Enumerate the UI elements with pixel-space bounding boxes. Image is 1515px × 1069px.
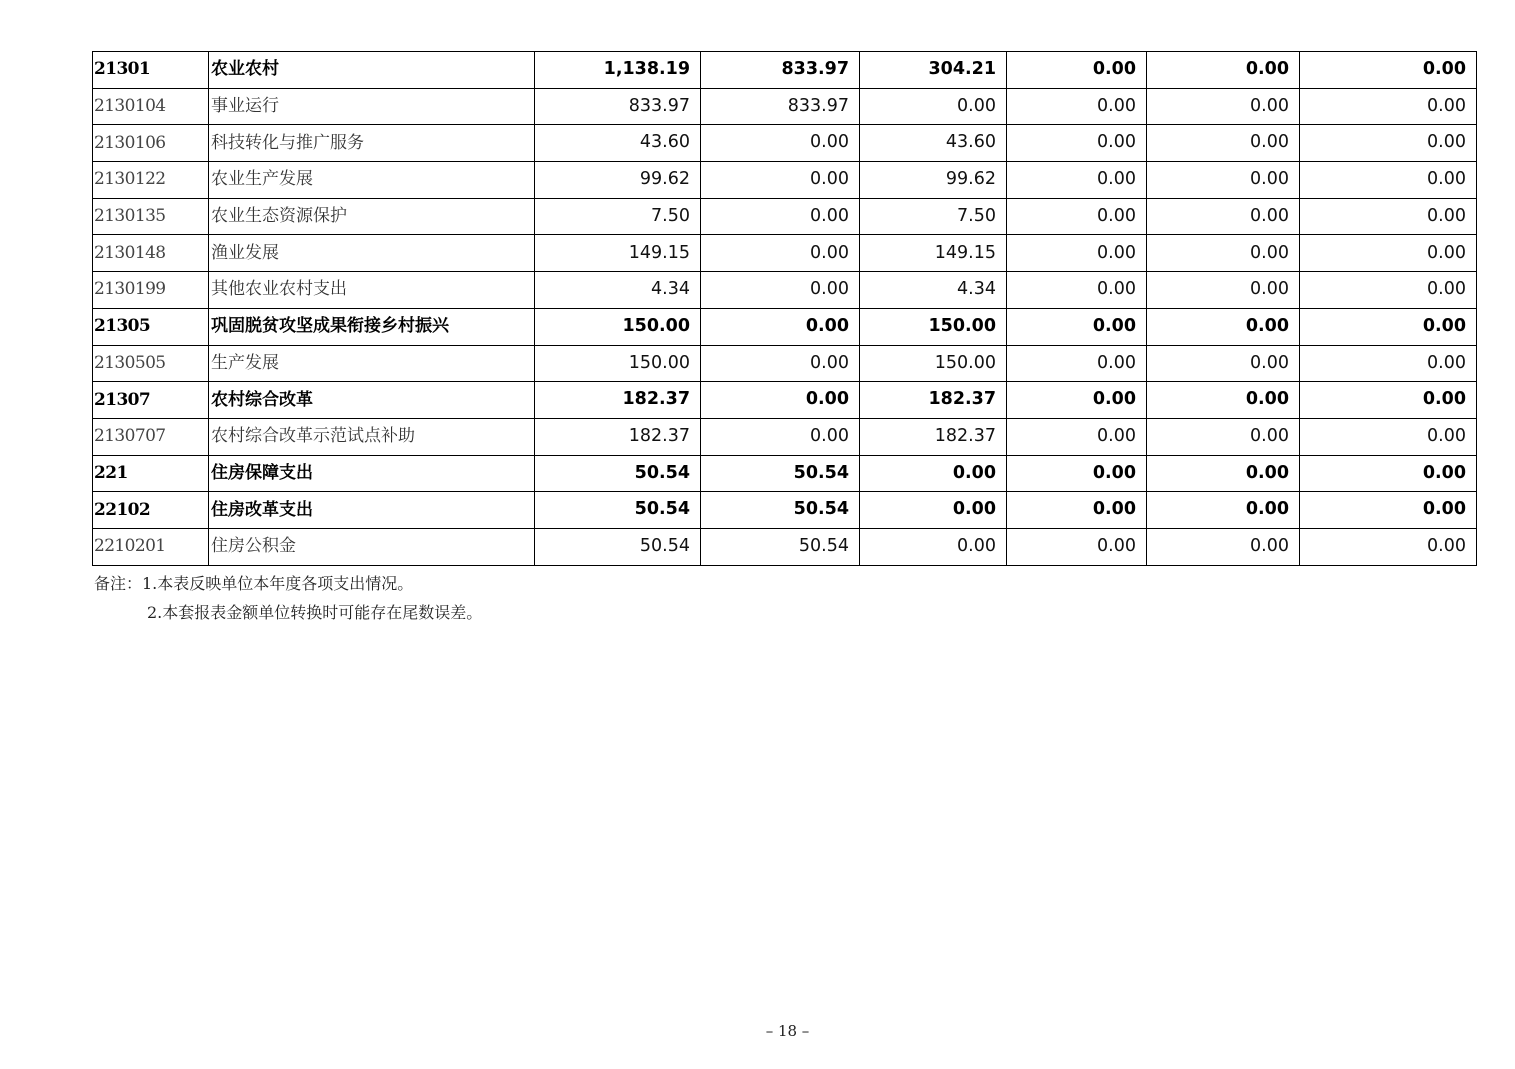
total-amount-cell: 43.60 [535,125,701,162]
account-code-cell: 2130122 [93,162,209,199]
amount-col-4-cell: 0.00 [1007,455,1147,492]
amount-col-6-cell: 0.00 [1300,455,1477,492]
amount-col-3-cell: 0.00 [860,492,1007,529]
table-row [93,162,1477,199]
account-code-cell: 21301 [93,52,209,89]
amount-col-6-cell: 0.00 [1300,272,1477,309]
amount-col-6-cell: 0.00 [1300,528,1477,565]
total-amount-cell: 50.54 [535,492,701,529]
total-amount-cell: 1,138.19 [535,52,701,89]
table-row [93,418,1477,455]
amount-col-5-cell: 0.00 [1147,235,1300,272]
amount-col-3-cell: 0.00 [860,455,1007,492]
account-name-cell: 科技转化与推广服务 [209,125,535,162]
amount-col-3-cell: 7.50 [860,198,1007,235]
account-code-cell: 2130707 [93,418,209,455]
amount-col-5-cell: 0.00 [1147,528,1300,565]
amount-col-3-cell: 4.34 [860,272,1007,309]
amount-col-3-cell: 43.60 [860,125,1007,162]
amount-col-4-cell: 0.00 [1007,418,1147,455]
total-amount-cell: 50.54 [535,455,701,492]
amount-col-3-cell: 0.00 [860,528,1007,565]
amount-col-4-cell: 0.00 [1007,492,1147,529]
amount-col-5-cell: 0.00 [1147,198,1300,235]
amount-col-3-cell: 182.37 [860,418,1007,455]
table-body [93,52,1477,566]
account-name-cell: 其他农业农村支出 [209,272,535,309]
amount-col-2-cell: 0.00 [701,272,860,309]
amount-col-4-cell: 0.00 [1007,88,1147,125]
total-amount-cell: 4.34 [535,272,701,309]
amount-col-5-cell: 0.00 [1147,272,1300,309]
amount-col-4-cell: 0.00 [1007,198,1147,235]
amount-col-4-cell: 0.00 [1007,235,1147,272]
amount-col-6-cell: 0.00 [1300,125,1477,162]
amount-col-3-cell: 150.00 [860,308,1007,345]
table-row [93,492,1477,529]
amount-col-3-cell: 149.15 [860,235,1007,272]
account-name-cell: 农业生产发展 [209,162,535,199]
account-code-cell: 2130148 [93,235,209,272]
amount-col-6-cell: 0.00 [1300,382,1477,419]
account-name-cell: 巩固脱贫攻坚成果衔接乡村振兴 [209,308,535,345]
amount-col-4-cell: 0.00 [1007,345,1147,382]
amount-col-4-cell: 0.00 [1007,308,1147,345]
amount-col-4-cell: 0.00 [1007,272,1147,309]
amount-col-2-cell: 0.00 [701,308,860,345]
amount-col-3-cell: 182.37 [860,382,1007,419]
total-amount-cell: 149.15 [535,235,701,272]
amount-col-5-cell: 0.00 [1147,455,1300,492]
account-name-cell: 生产发展 [209,345,535,382]
amount-col-3-cell: 0.00 [860,88,1007,125]
account-code-cell: 22102 [93,492,209,529]
amount-col-6-cell: 0.00 [1300,345,1477,382]
account-code-cell: 21307 [93,382,209,419]
amount-col-6-cell: 0.00 [1300,235,1477,272]
table-row [93,125,1477,162]
amount-col-2-cell: 0.00 [701,235,860,272]
amount-col-5-cell: 0.00 [1147,88,1300,125]
table-row [93,528,1477,565]
account-name-cell: 农业农村 [209,52,535,89]
amount-col-4-cell: 0.00 [1007,382,1147,419]
amount-col-2-cell: 0.00 [701,125,860,162]
amount-col-2-cell: 0.00 [701,198,860,235]
amount-col-2-cell: 833.97 [701,52,860,89]
amount-col-6-cell: 0.00 [1300,198,1477,235]
amount-col-2-cell: 50.54 [701,455,860,492]
total-amount-cell: 182.37 [535,382,701,419]
amount-col-4-cell: 0.00 [1007,52,1147,89]
account-code-cell: 2130104 [93,88,209,125]
amount-col-6-cell: 0.00 [1300,52,1477,89]
amount-col-5-cell: 0.00 [1147,125,1300,162]
table-row [93,345,1477,382]
amount-col-5-cell: 0.00 [1147,162,1300,199]
amount-col-5-cell: 0.00 [1147,382,1300,419]
account-name-cell: 渔业发展 [209,235,535,272]
table-row [93,455,1477,492]
amount-col-5-cell: 0.00 [1147,52,1300,89]
table-row [93,272,1477,309]
amount-col-3-cell: 150.00 [860,345,1007,382]
amount-col-5-cell: 0.00 [1147,492,1300,529]
account-code-cell: 2130106 [93,125,209,162]
amount-col-2-cell: 0.00 [701,162,860,199]
table-row [93,308,1477,345]
amount-col-4-cell: 0.00 [1007,162,1147,199]
amount-col-6-cell: 0.00 [1300,162,1477,199]
table-row [93,198,1477,235]
amount-col-3-cell: 99.62 [860,162,1007,199]
amount-col-2-cell: 50.54 [701,528,860,565]
amount-col-6-cell: 0.00 [1300,308,1477,345]
total-amount-cell: 150.00 [535,308,701,345]
amount-col-6-cell: 0.00 [1300,88,1477,125]
account-code-cell: 2210201 [93,528,209,565]
amount-col-4-cell: 0.00 [1007,125,1147,162]
amount-col-4-cell: 0.00 [1007,528,1147,565]
account-code-cell: 221 [93,455,209,492]
account-name-cell: 住房改革支出 [209,492,535,529]
amount-col-2-cell: 0.00 [701,418,860,455]
account-code-cell: 2130135 [93,198,209,235]
account-name-cell: 住房公积金 [209,528,535,565]
account-name-cell: 住房保障支出 [209,455,535,492]
total-amount-cell: 50.54 [535,528,701,565]
amount-col-5-cell: 0.00 [1147,308,1300,345]
account-code-cell: 21305 [93,308,209,345]
note-line-1: 备注：1.本表反映单位本年度各项支出情况。 [94,574,414,593]
amount-col-2-cell: 0.00 [701,382,860,419]
amount-col-5-cell: 0.00 [1147,418,1300,455]
page-number: – 18 – [765,1022,810,1040]
total-amount-cell: 150.00 [535,345,701,382]
total-amount-cell: 99.62 [535,162,701,199]
amount-col-2-cell: 833.97 [701,88,860,125]
total-amount-cell: 7.50 [535,198,701,235]
amount-col-3-cell: 304.21 [860,52,1007,89]
amount-col-2-cell: 50.54 [701,492,860,529]
account-name-cell: 农村综合改革 [209,382,535,419]
table-row [93,88,1477,125]
account-name-cell: 农业生态资源保护 [209,198,535,235]
expenditure-table [92,51,1477,566]
amount-col-6-cell: 0.00 [1300,492,1477,529]
table-row [93,52,1477,89]
total-amount-cell: 182.37 [535,418,701,455]
amount-col-5-cell: 0.00 [1147,345,1300,382]
account-name-cell: 农村综合改革示范试点补助 [209,418,535,455]
total-amount-cell: 833.97 [535,88,701,125]
amount-col-6-cell: 0.00 [1300,418,1477,455]
account-code-cell: 2130199 [93,272,209,309]
account-code-cell: 2130505 [93,345,209,382]
amount-col-2-cell: 0.00 [701,345,860,382]
account-name-cell: 事业运行 [209,88,535,125]
table-row [93,382,1477,419]
note-line-2: 2.本套报表金额单位转换时可能存在尾数误差。 [147,603,483,622]
table-row [93,235,1477,272]
